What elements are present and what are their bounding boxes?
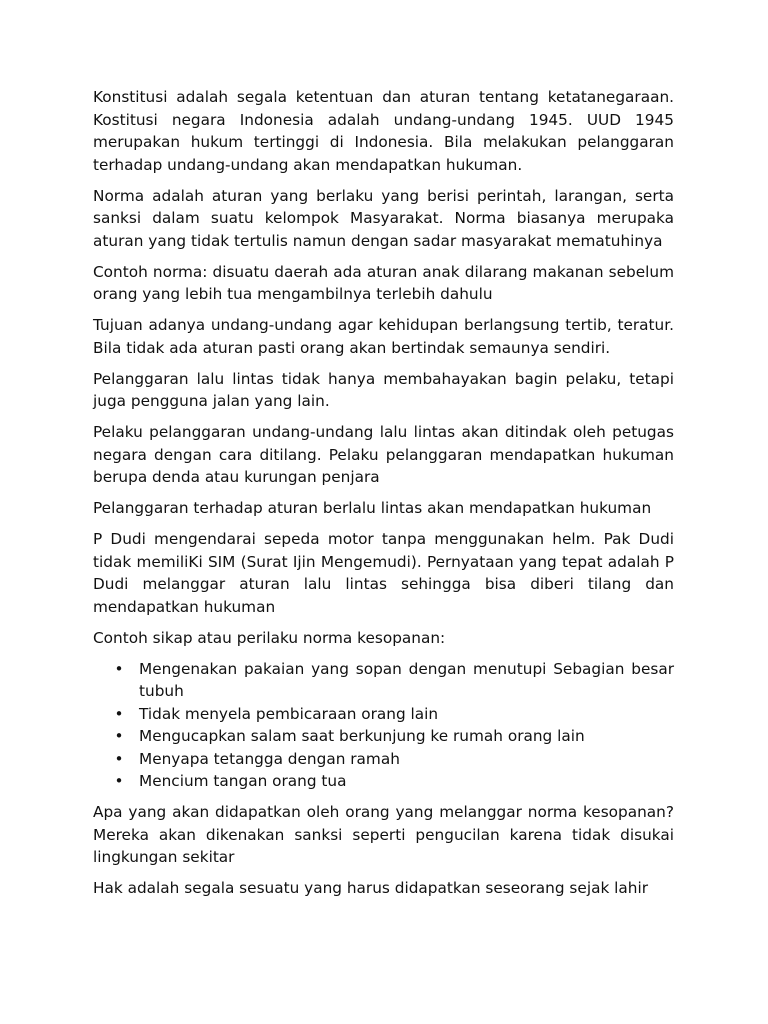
paragraph-konstitusi: Konstitusi adalah segala ketentuan dan aturan tentang ketatanegaraan. Kostitusi negara Indonesia adalah undang-undang 1945. UUD 1945 merupakan hukum tertinggi di Indonesia. Bila melakukan pelanggaran terhadap undang-undang akan mendapatkan hukuman. (93, 88, 674, 174)
list-item (93, 658, 674, 703)
bullet-icon: • (114, 659, 124, 678)
paragraph-tujuan-undang-undang: Tujuan adanya undang-undang agar kehidupan berlangsung tertib, teratur. Bila tidak ada aturan pasti orang akan bertindak semaunya sendiri. (93, 316, 674, 357)
bullet-icon: • (114, 704, 124, 723)
bullet-icon: • (114, 772, 124, 790)
list-item-text: Tidak menyela pembicaraan orang lain (139, 704, 439, 723)
list-item-text: Mengenakan pakaian yang sopan dengan menutupi Sebagian besar tubuh (139, 659, 674, 700)
document-page (93, 86, 674, 908)
paragraph-contoh-sikap-heading: Contoh sikap atau perilaku norma kesopanan: (93, 628, 446, 647)
list-item (93, 725, 674, 748)
list-item (93, 703, 674, 726)
paragraph-hukuman-lalu-lintas: Pelanggaran terhadap aturan berlalu lintas akan mendapatkan hukuman (93, 499, 652, 517)
paragraph-pelanggaran-lalu-lintas: Pelanggaran lalu lintas tidak hanya membahayakan bagin pelaku, tetapi juga pengguna jalan yang lain. (93, 369, 674, 410)
bullet-icon: • (114, 727, 124, 745)
paragraph-sanksi-kesopanan: Apa yang akan didapatkan oleh orang yang melanggar norma kesopanan? Mereka akan dikenakan sanksi seperti pengucilan karena tidak disukai lingkungan sekitar (93, 803, 674, 866)
paragraph-norma-definition: Norma adalah aturan yang berlaku yang berisi perintah, larangan, serta sanksi dalam suatu kelompok Masyarakat. Norma biasanya merupaka aturan yang tidak tertulis namun dengan sadar masyarakat mematuhinya (93, 186, 674, 250)
paragraph-contoh-norma: Contoh norma: disuatu daerah ada aturan anak dilarang makanan sebelum orang yang lebih tua mengambilnya terlebih dahulu (93, 262, 674, 303)
list-item-text: Mengucapkan salam saat berkunjung ke rumah orang lain (139, 727, 585, 745)
paragraph-pelaku-pelanggaran: Pelaku pelanggaran undang-undang lalu lintas akan ditindak oleh petugas negara dengan cara ditilang. Pelaku pelanggaran mendapatkan hukuman berupa denda atau kurungan penjara (93, 423, 674, 486)
list-item-text: Menyapa tetangga dengan ramah (139, 749, 400, 768)
list-item (93, 748, 674, 771)
bullet-icon: • (114, 749, 124, 768)
bullet-list-norma-kesopanan (93, 658, 674, 793)
list-item (93, 770, 674, 793)
paragraph-hak-definition: Hak adalah segala sesuatu yang harus didapatkan seseorang sejak lahir (93, 879, 649, 897)
paragraph-p-dudi: P Dudi mengendarai sepeda motor tanpa menggunakan helm. Pak Dudi tidak memiliKi SIM (Surat Ijin Mengemudi). Pernyataan yang tepat adalah P Dudi melanggar aturan lalu lintas sehingga bisa diberi tilang dan mendapatkan hukuman (93, 530, 674, 616)
list-item-text: Mencium tangan orang tua (139, 772, 347, 790)
